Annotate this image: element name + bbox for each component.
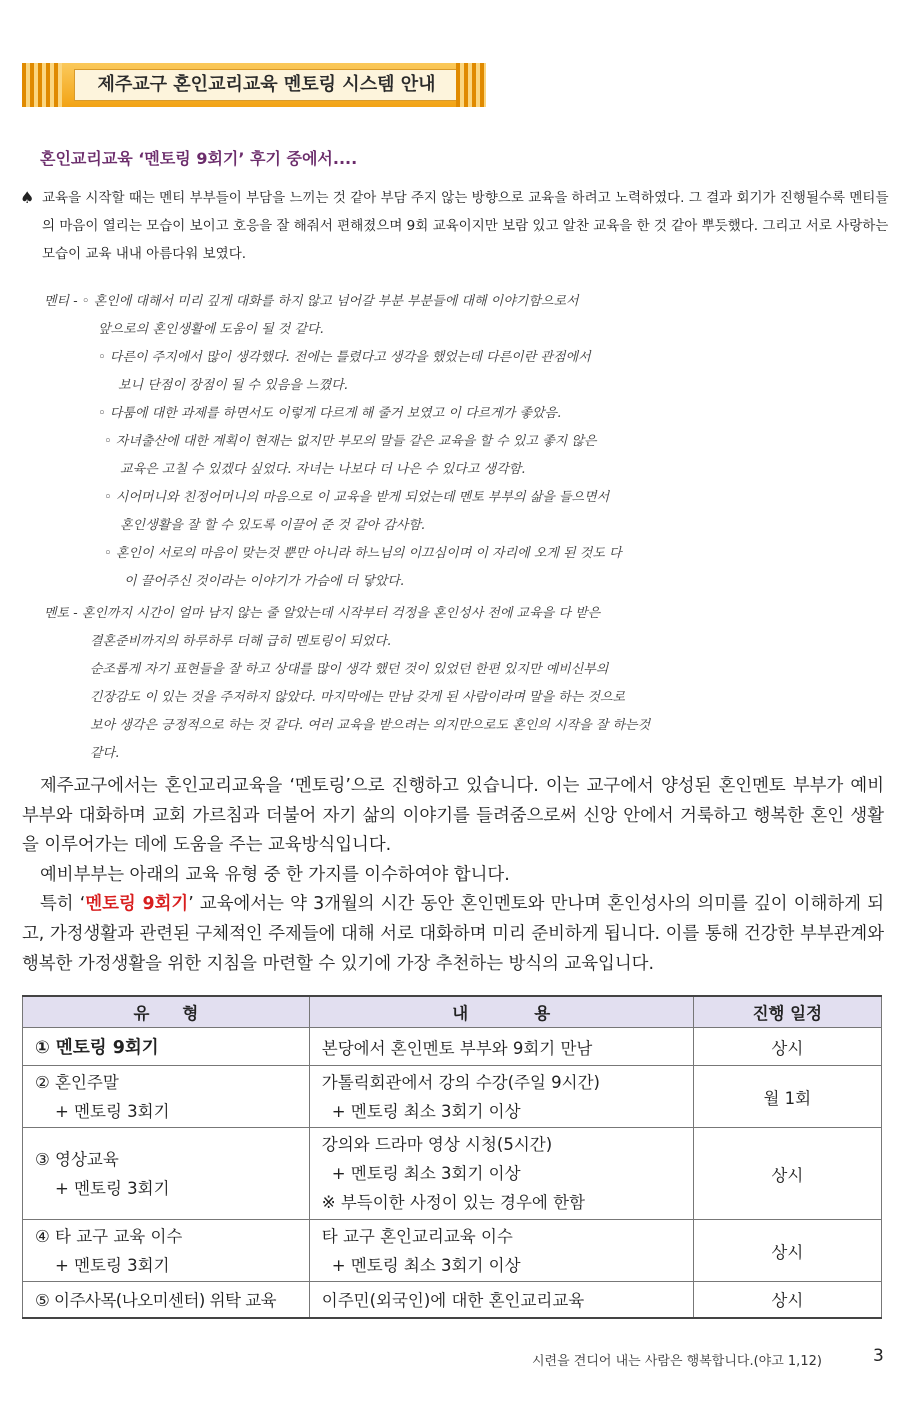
banner-stripes-left	[22, 63, 62, 107]
content-line: 강의와 드라마 영상 시청(5시간)	[321, 1135, 553, 1154]
row-content	[309, 1066, 693, 1128]
banner-title: 제주교구 혼인교리교육 멘토링 시스템 안내	[74, 69, 459, 101]
handwritten-line: 같다.	[90, 746, 120, 761]
row-schedule: 상시	[693, 1028, 881, 1066]
row-type	[23, 1066, 310, 1128]
handwritten-line: 혼인생활을 잘 할 수 있도록 이끌어 준 것 같아 감사함.	[120, 518, 426, 533]
handwritten-line: 보아 생각은 긍정적으로 하는 것 같다. 여러 교육을 받으려는 의지만으로도 혼인의 시작을 잘 하는것	[90, 718, 651, 733]
header-schedule: 진행 일정	[693, 996, 881, 1028]
row-type	[23, 1220, 310, 1282]
header-type: 유 형	[23, 996, 310, 1028]
row-schedule: 상시	[693, 1128, 881, 1220]
body-paragraph: 예비부부는 아래의 교육 유형 중 한 가지를 이수하여야 합니다.	[40, 864, 510, 885]
row-content	[309, 1128, 693, 1220]
row-content	[309, 1220, 693, 1282]
spade-icon: ♠	[20, 188, 35, 207]
handwritten-mentee-notes	[44, 288, 874, 596]
review-note	[20, 184, 890, 268]
type-line: + 멘토링 3회기	[55, 1255, 170, 1275]
row-type: ① 멘토링 9회기	[23, 1028, 310, 1066]
handwritten-line: 결혼준비까지의 하루하루 더해 급히 멘토링이 되었다.	[90, 634, 392, 649]
row-content: 이주민(외국인)에 대한 혼인교리교육	[309, 1282, 693, 1318]
content-line: 가톨릭회관에서 강의 수강(주일 9시간)	[321, 1072, 600, 1092]
type-line: + 멘토링 3회기	[55, 1101, 170, 1121]
handwritten-line: 멘토 - 혼인까지 시간이 얼마 남지 않는 줄 알았는데 시작부터 걱정을 혼인성사 전에 교육을 다 받은	[44, 606, 601, 621]
row-content: 본당에서 혼인멘토 부부와 9회기 만남	[309, 1028, 693, 1066]
table-row	[23, 1028, 882, 1066]
banner-stripes-right	[456, 63, 486, 107]
section-banner	[22, 63, 486, 107]
type-line: ④ 타 교구 교육 이수	[35, 1226, 183, 1246]
handwritten-line: ◦ 다툼에 대한 과제를 하면서도 이렇게 다르게 해 줄거 보였고 이 다르게가 좋았음.	[98, 406, 562, 421]
body-text-segment: ’ 교육에서는 약 3개월의 시간 동안 혼인멘토와 만나며 혼인성사의 의미를 깊이 이해하게 되고, 가정생활과 관련된 구체적인 주제들에 대해 서로 대화하며 미리 준비하게 됩니다. 이를 통해 건강한 부부관계와 행복한 가정생활을 위한 지침을 마련할 수 있기에 가장 추천하는 방식의 교육입니다.	[22, 894, 885, 974]
content-line: 타 교구 혼인교리교육 이수	[321, 1226, 513, 1246]
handwritten-line: ◦ 혼인이 서로의 마음이 맞는것 뿐만 아니라 하느님의 이끄심이며 이 자리에 오게 된 것도 다	[104, 546, 622, 561]
type-line: ② 혼인주말	[35, 1072, 119, 1092]
row-schedule: 상시	[693, 1220, 881, 1282]
handwritten-line: 멘티 - ◦ 혼인에 대해서 미리 깊게 대화를 하지 않고 넘어갈 부분 부분들에 대해 이야기함으로서	[44, 294, 579, 309]
table-row	[23, 1220, 882, 1282]
handwritten-line: ◦ 자녀출산에 대한 계획이 현재는 없지만 부모의 말들 같은 교육을 할 수 있고 좋지 않은	[104, 434, 597, 449]
row-type	[23, 1128, 310, 1220]
row-schedule: 상시	[693, 1282, 881, 1318]
handwritten-line: ◦ 시어머니와 친정어머니의 마음으로 이 교육을 받게 되었는데 멘토 부부의 삶을 들으면서	[104, 490, 610, 505]
education-type-table	[22, 995, 882, 1319]
handwritten-mentor-notes	[44, 600, 874, 768]
handwritten-line: 순조롭게 자기 표현들을 잘 하고 상대를 많이 생각 했던 것이 있었던 한편 있지만 예비신부의	[90, 662, 609, 677]
header-content: 내 용	[309, 996, 693, 1028]
table-row	[23, 1128, 882, 1220]
handwritten-line: 긴장감도 이 있는 것을 주저하지 않았다. 마지막에는 만남 갖게 된 사람이라며 말을 하는 것으로	[90, 690, 626, 705]
handwritten-line: 이 끌어주신 것이라는 이야기가 가슴에 더 닿았다.	[124, 574, 405, 589]
review-text: 교육을 시작할 때는 멘티 부부들이 부담을 느끼는 것 같아 부담 주지 않는 방향으로 교육을 하려고 노력하였다. 그 결과 회기가 진행될수록 멘티들의 마음이 열리는 모습이 보이고 호응을 잘 해줘서 편해졌으며 9회 교육이지만 보람 있고 알찬 교육을 한 것 같아 뿌듯했다. 그리고 서로 사랑하는 모습이 교육 내내 아름다워 보였다.	[42, 190, 889, 262]
table-row	[23, 1066, 882, 1128]
row-schedule: 월 1회	[693, 1066, 881, 1128]
body-paragraph	[22, 890, 884, 979]
type-line: ③ 영상교육	[35, 1149, 119, 1169]
row-type: ⑤ 이주사목(나오미센터) 위탁 교육	[23, 1282, 310, 1318]
type-line: + 멘토링 3회기	[55, 1178, 170, 1198]
handwritten-line: 앞으로의 혼인생활에 도움이 될 것 같다.	[98, 322, 324, 337]
handwritten-line: 보니 단점이 장점이 될 수 있음을 느꼈다.	[118, 378, 348, 393]
footer-quote: 시련을 견디어 내는 사람은 행복합니다.(야고 1,12)	[532, 1354, 822, 1369]
body-text	[22, 772, 884, 979]
page-number: 3	[873, 1346, 884, 1366]
body-paragraph: 제주교구에서는 혼인교리교육을 ‘멘토링’으로 진행하고 있습니다. 이는 교구에서 양성된 혼인멘토 부부가 예비부부와 대화하며 교회 가르침과 더불어 자기 삶의 이야기를 들려줌으로써 신앙 안에서 거룩하고 행복한 혼인 생활을 이루어가는 데에 도움을 주는 교육방식입니다.	[22, 776, 884, 856]
handwritten-line: ◦ 다른이 주지에서 많이 생각했다. 전에는 틀렸다고 생각을 했었는데 다른이란 관점에서	[98, 350, 591, 365]
content-line: + 멘토링 최소 3회기 이상	[331, 1255, 521, 1275]
content-line: + 멘토링 최소 3회기 이상	[331, 1101, 521, 1121]
table-row	[23, 1282, 882, 1318]
highlight-mentoring: 멘토링 9회기	[85, 894, 189, 915]
content-line: + 멘토링 최소 3회기 이상	[331, 1164, 521, 1183]
body-text-segment: 특히 ‘	[40, 894, 86, 915]
review-subtitle: 혼인교리교육 ‘멘토링 9회기’ 후기 중에서....	[40, 149, 358, 168]
handwritten-line: 교육은 고칠 수 있겠다 싶었다. 자녀는 나보다 더 나은 수 있다고 생각함.	[120, 462, 526, 477]
table-header-row	[23, 996, 882, 1028]
content-line: ※ 부득이한 사정이 있는 경우에 한함	[321, 1193, 585, 1212]
